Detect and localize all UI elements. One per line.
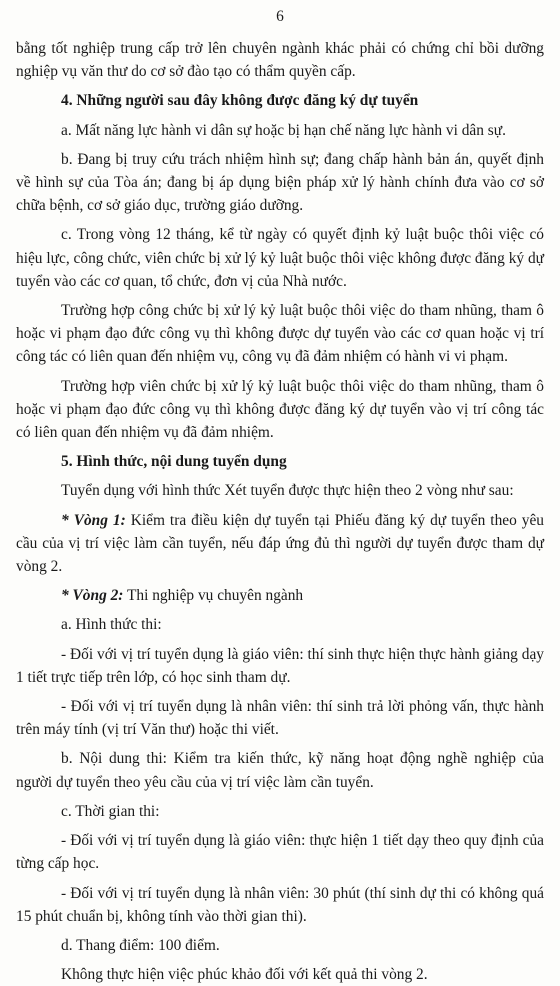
paragraph-no-review: Không thực hiện việc phúc khảo đối với kết quả thi vòng 2. [61,966,428,984]
paragraph-item-c: c. Trong vòng 12 tháng, kể từ ngày có quyết định kỷ luật buộc thôi việc có hiệu lực, công chức, viên chức bị xử lý kỷ luật buộc thôi việc không được đăng ký dự tuyển vào các cơ quan, tổ chức, đơn vị của Nhà nước. [16,226,544,290]
paragraph-round-2 [16,584,544,607]
round-2-text: Thi nghiệp vụ chuyên ngành [123,587,304,605]
paragraph-exam-content: b. Nội dung thi: Kiểm tra kiến thức, kỹ năng hoạt động nghề nghiệp của người dự tuyển theo yêu cầu của vị trí việc làm cần tuyển. [16,750,544,791]
paragraph-score-scale: d. Thang điểm: 100 điểm. [61,936,220,954]
paragraph-item-b: b. Đang bị truy cứu trách nhiệm hình sự; đang chấp hành bản án, quyết định về hình sự của Tòa án; đang bị áp dụng biện pháp xử lý hành chính đưa vào cơ sở chữa bệnh, cơ sở giáo dục, trường giáo dưỡng. [16,150,544,215]
paragraph-public-servant-case: Trường hợp công chức bị xử lý kỷ luật buộc thôi việc do tham nhũng, tham ô hoặc vi phạm đạo đức công vụ thì không được dự tuyển vào các cơ quan hoặc vị trí công tác có liên quan đến nhiệm vụ, công vụ đã đảm nhiệm có hành vi vi phạm. [16,302,544,366]
page-number: 6 [276,8,284,25]
paragraph-exam-format-teacher: - Đối với vị trí tuyển dụng là giáo viên: thí sinh thực hiện thực hành giảng dạy 1 tiết trực tiếp trên lớp, có học sinh tham dự. [16,645,544,686]
paragraph-exam-format-staff: - Đối với vị trí tuyển dụng là nhân viên: thí sinh trả lời phỏng vấn, thực hành trên máy tính (vị trí Văn thư) hoặc thi viết. [16,698,544,739]
paragraph-exam-time-teacher: - Đối với vị trí tuyển dụng là giáo viên: thực hiện 1 tiết dạy theo quy định của từng cấp học. [16,832,544,873]
round-2-label: * Vòng 2: [61,587,124,605]
paragraph-exam-time: c. Thời gian thi: [61,802,160,820]
paragraph-round-1 [16,509,544,579]
paragraph-continuation: bằng tốt nghiệp trung cấp trở lên chuyên ngành khác phải có chứng chỉ bồi dưỡng nghiệp vụ văn thư do cơ sở đào tạo có thẩm quyền cấp. [16,40,544,81]
paragraph-intro: Tuyển dụng với hình thức Xét tuyển được thực hiện theo 2 vòng như sau: [61,482,514,500]
paragraph-exam-format: a. Hình thức thi: [61,616,162,634]
section-heading-4: 4. Những người sau đây không được đăng ký dự tuyển [61,92,419,110]
round-1-text: Kiểm tra điều kiện dự tuyển tại Phiếu đăng ký dự tuyển theo yêu cầu của vị trí việc làm cần tuyển, nếu đáp ứng đủ thì người dự tuyển được tham dự vòng 2. [16,511,545,576]
round-1-label: * Vòng 1: [61,511,126,529]
paragraph-item-a: a. Mất năng lực hành vi dân sự hoặc bị hạn chế năng lực hành vi dân sự. [61,121,506,139]
paragraph-official-case: Trường hợp viên chức bị xử lý kỷ luật buộc thôi việc do tham nhũng, tham ô hoặc vi phạm đạo đức công vụ thì không được đăng ký dự tuyển vào vị trí công tác có liên quan đến nhiệm vụ đã đảm nhiệm. [16,377,544,442]
paragraph-exam-time-staff: - Đối với vị trí tuyển dụng là nhân viên: 30 phút (thí sinh dự thi có không quá 15 phút chuẩn bị, không tính vào thời gian thi). [16,884,544,925]
section-heading-5: 5. Hình thức, nội dung tuyển dụng [61,453,287,471]
